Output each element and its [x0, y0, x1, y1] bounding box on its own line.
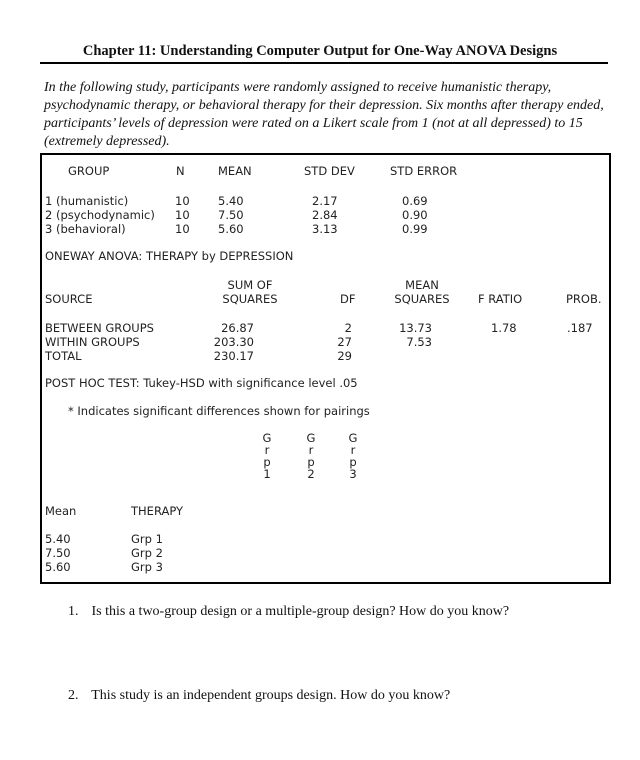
col-header-n: N [176, 164, 185, 178]
group-n: 10 [175, 222, 190, 236]
computer-output-box [40, 153, 611, 584]
group-mean: 5.60 [218, 222, 244, 236]
group-std-error: 0.90 [402, 208, 428, 222]
posthoc-mean: 5.40 [45, 532, 71, 546]
col-header-mean: MEAN [218, 164, 252, 178]
group-std-dev: 2.84 [312, 208, 338, 222]
anova-ms: 13.73 [399, 321, 432, 335]
posthoc-col-header-grp1 [260, 432, 274, 480]
anova-ss: 230.17 [213, 349, 254, 363]
header-line: SQUARES [222, 292, 278, 306]
header-line: SUM OF [227, 278, 273, 292]
header-letter: p [307, 455, 315, 469]
group-label: 2 (psychodynamic) [45, 208, 155, 222]
header-letter: G [262, 431, 272, 445]
header-line: MEAN [405, 278, 439, 292]
col-header-mean-squares [386, 278, 458, 306]
col-header-group: GROUP [68, 164, 110, 178]
anova-source: TOTAL [45, 349, 82, 363]
posthoc-mean-label: Mean [45, 504, 77, 518]
group-std-error: 0.99 [402, 222, 428, 236]
col-header-sum-of-squares [214, 278, 286, 306]
posthoc-group: Grp 1 [131, 532, 163, 546]
header-letter: 1 [263, 467, 271, 481]
col-header-std-error: STD ERROR [390, 164, 458, 178]
header-letter: r [308, 443, 314, 457]
anova-source: WITHIN GROUPS [45, 335, 140, 349]
group-std-error: 0.69 [402, 194, 428, 208]
col-header-f-ratio: F RATIO [478, 292, 523, 306]
anova-df: 29 [337, 349, 352, 363]
anova-df: 27 [337, 335, 352, 349]
header-letter: p [349, 455, 357, 469]
posthoc-mean: 7.50 [45, 546, 71, 560]
question-text: This study is an independent groups design. How do you know? [91, 688, 451, 703]
group-mean: 5.40 [218, 194, 244, 208]
question-number: 2. [68, 688, 79, 703]
anova-f: 1.78 [491, 321, 517, 335]
anova-df: 2 [344, 321, 352, 335]
header-letter: r [350, 443, 356, 457]
header-letter: 2 [307, 467, 315, 481]
anova-source: BETWEEN GROUPS [45, 321, 154, 335]
group-label: 1 (humanistic) [45, 194, 129, 208]
col-header-std-dev: STD DEV [304, 164, 355, 178]
posthoc-therapy-label: THERAPY [131, 504, 184, 518]
page-title: Chapter 11: Understanding Computer Output for One-Way ANOVA Designs [82, 43, 558, 59]
col-header-source: SOURCE [45, 292, 93, 306]
anova-ms: 7.53 [406, 335, 432, 349]
anova-ss: 26.87 [221, 321, 254, 335]
posthoc-heading: POST HOC TEST: Tukey-HSD with significance level .05 [45, 376, 358, 390]
anova-prob: .187 [567, 321, 593, 335]
group-std-dev: 3.13 [312, 222, 338, 236]
anova-ss: 203.30 [213, 335, 254, 349]
posthoc-col-header-grp3 [346, 432, 360, 480]
header-line: SQUARES [394, 292, 450, 306]
anova-heading: ONEWAY ANOVA: THERAPY by DEPRESSION [45, 249, 294, 263]
study-description: In the following study, participants were randomly assigned to receive humanistic therapy, psychodynamic therapy, or behavioral therapy for their depression. Six months after therapy ended, participants’ levels of depression were rated on a Likert scale from 1 (not at all depressed) to 15 (extremely depressed). [44, 80, 604, 149]
posthoc-group: Grp 2 [131, 546, 163, 560]
header-letter: p [263, 455, 271, 469]
title-divider [40, 62, 608, 64]
col-header-prob: PROB. [566, 292, 602, 306]
posthoc-mean: 5.60 [45, 560, 71, 574]
question-1 [68, 604, 509, 620]
header-letter: r [264, 443, 270, 457]
group-label: 3 (behavioral) [45, 222, 126, 236]
question-text: Is this a two-group design or a multiple-group design? How do you know? [91, 604, 510, 619]
question-2 [68, 688, 450, 704]
group-std-dev: 2.17 [312, 194, 338, 208]
group-n: 10 [175, 194, 190, 208]
header-letter: G [306, 431, 316, 445]
col-header-df: DF [340, 292, 356, 306]
posthoc-col-header-grp2 [304, 432, 318, 480]
header-letter: G [348, 431, 358, 445]
group-n: 10 [175, 208, 190, 222]
header-letter: 3 [349, 467, 357, 481]
group-mean: 7.50 [218, 208, 244, 222]
question-number: 1. [68, 604, 79, 619]
posthoc-note: * Indicates significant differences shown for pairings [68, 404, 370, 418]
posthoc-group: Grp 3 [131, 560, 163, 574]
